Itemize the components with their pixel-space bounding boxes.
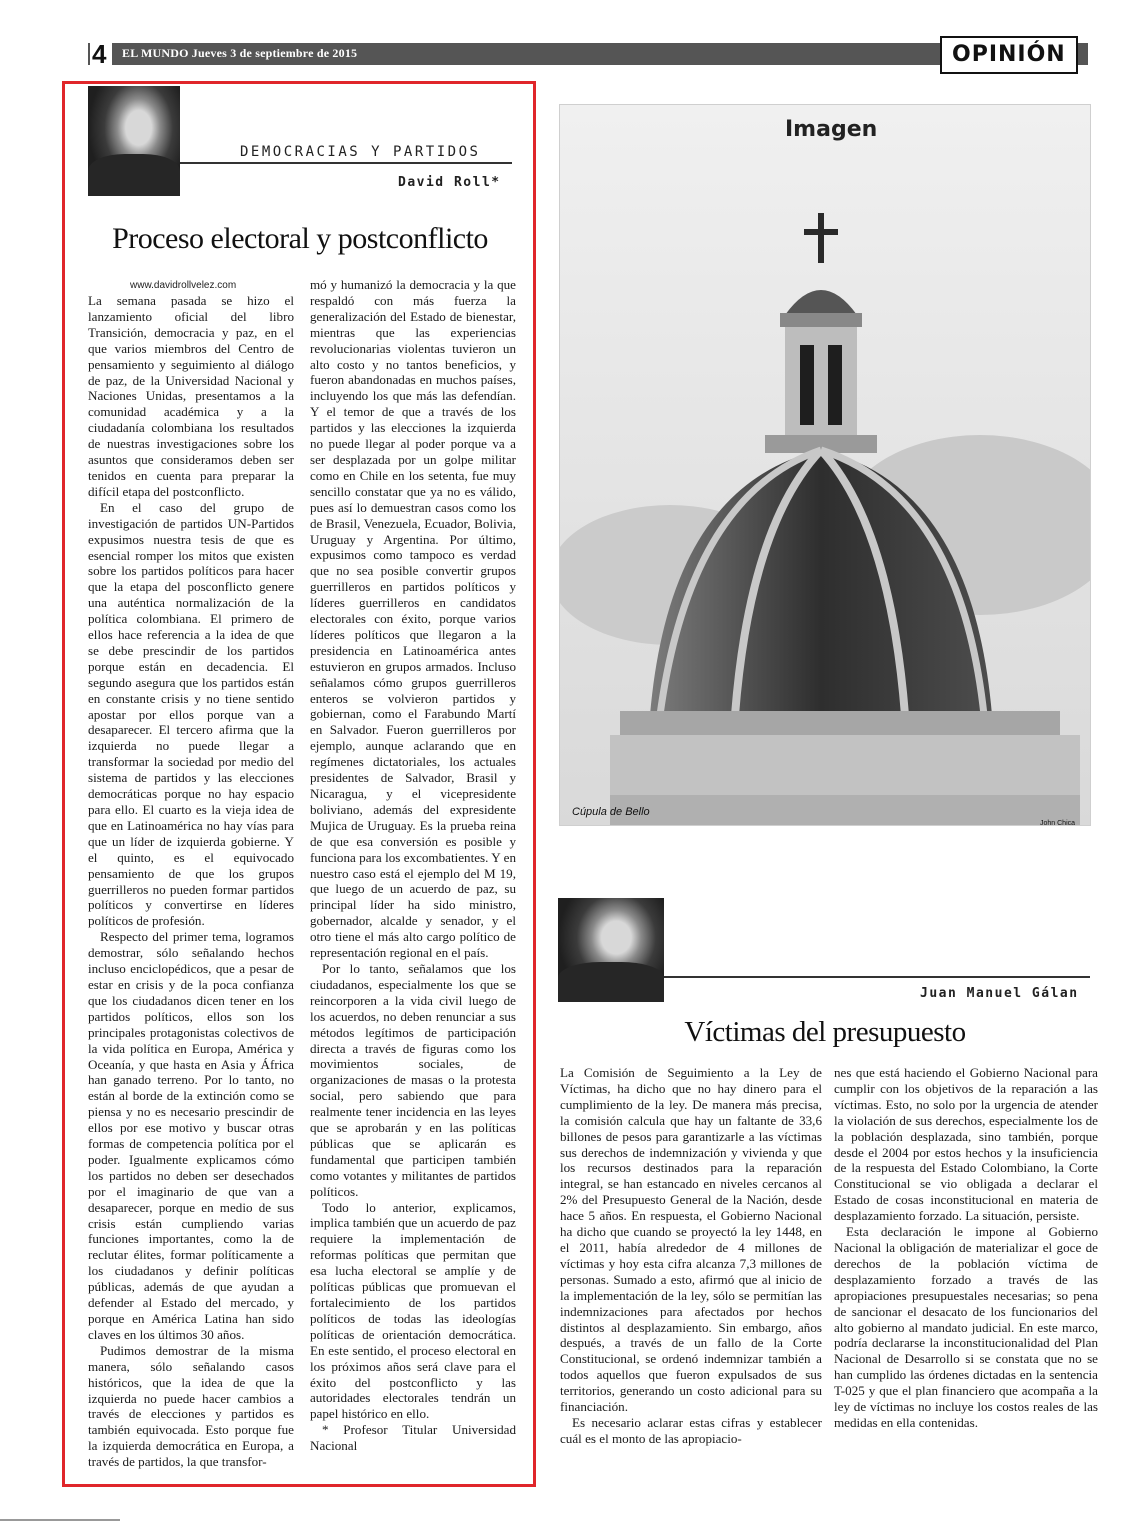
bottom-rule bbox=[0, 1519, 120, 1521]
photo-credit: John Chica bbox=[1040, 820, 1076, 827]
author-website: www.davidrollvelez.com bbox=[130, 280, 237, 291]
author-portrait bbox=[558, 898, 664, 1002]
photo-caption: Cúpula de Bello bbox=[572, 806, 650, 818]
article-column-1 bbox=[560, 1065, 822, 1447]
paragraph: En el caso del grupo de investigación de partidos UN-Partidos expusimos nuestra tesis de que es esencial romper los mitos que existen sobre los partidos políticos para hacer que la etapa del posconflicto genere una auténtica normalización de la política colombiana. El primero de ellos hace referencia a la idea de que se debe prescindir de los partidos porque están en decadencia. El segundo asegura que los partidos están en constante crisis y no tiene sentido apostar por ellos porque van a desaparecer. El tercero afirma que la izquierda no puede llegar a transformar la sociedad por medio del sistema de partidos y las elecciones democráticas porque no hay espacio para ello. El cuarto es la vieja idea de que en Latinoamérica no hay vías para que un líder de izquierda gobierne. Y el quinto, es el equivocado pensamiento de que los grupos guerrilleros no pueden formar partidos políticos y convertirse en líderes políticos de profesión. bbox=[88, 499, 294, 929]
paragraph: nes que está haciendo el Gobierno Nacional para cumplir con los objetivos de la reparación a las víctimas. Esto, no solo por la urgencia de atender la violación de sus derechos, especialmente los de la población desplazada, sino también, porque desde el 2004 por estos hechos y la insuficiencia de la respuesta del Estado Colombiano, la Corte Constitucional se vio obligada a declarar el Estado de cosas inconstitucional en materia de desplazamiento forzado. La situación, persiste. bbox=[834, 1065, 1098, 1224]
article-column-1 bbox=[88, 293, 294, 1470]
dome-photo bbox=[559, 104, 1091, 826]
author-portrait bbox=[88, 86, 180, 196]
paragraph: La Comisión de Seguimiento a la Ley de Víctimas, ha dicho que no hay dinero para el cumplimiento de la ley. De manera más precisa, la comisión calcula que hay un faltante de 33,6 billones de pesos para garantizarle a las víctimas sus derechos de indemnización y vivienda y que los recursos destinados para la reparación integral, se han estancado en niveles cercanos al 2% del Presupuesto General de la Nación, desde hace 5 años. En respuesta, el Gobierno Nacional ha dicho que cuando se proyectó la ley 1448, en el 2011, había alrededor de 4 millones de víctimas y hoy esta cifra alcanza 7,3 millones de personas. Sumado a esto, afirmó que al inicio de la implementación de la ley, sólo se permitían las indemnizaciones para afectados por hechos distintos al desplazamiento. Sin embargo, años después, a través de un fallo de la Corte Constitucional, se ordenó indemnizar también a todos aquellos que fueron expulsados de sus territorios, generando un costo adicional para su financiación. bbox=[560, 1065, 822, 1415]
page-number: 4 bbox=[90, 41, 112, 67]
article-column-2 bbox=[310, 277, 516, 1454]
paragraph: La semana pasada se hizo el lanzamiento oficial del libro Transición, democracia y paz, en el que varios miembros del Centro de pensamiento y seguimiento al diálogo de paz, de la Universidad Nacional y Naciones Unidas, presentamos a la comunidad académica y a la ciudadanía colombiana los resultados de nuestras investigaciones sobre los asuntos que consideramos deben ser tenidos en cuenta para preparar la difícil etapa del postconflicto. bbox=[88, 293, 294, 499]
paragraph: Todo lo anterior, explicamos, implica también que un acuerdo de paz requiere la implementación de reformas políticas que permitan que esa lucha electoral se amplíe y de políticas públicas que promuevan el fortalecimiento de los partidos políticos de todas las ideologías políticas de orientación democrática. En este sentido, el proceso electoral en los próximos años será clave para el éxito del postconflicto y las autoridades electorales tendrán un papel histórico en ello. bbox=[310, 1199, 516, 1422]
column-header-rule bbox=[180, 162, 512, 164]
column-header-rule bbox=[664, 976, 1090, 978]
paragraph: Pudimos demostrar de la misma manera, sólo señalando casos históricos, que la idea de que la izquierda no puede hacer cambios a través de elecciones y partidos es también equivocada. Esto porque fue la izquierda democrática en Europa, a través de partidos, la que transfor- bbox=[88, 1342, 294, 1470]
byline: Juan Manuel Gálan bbox=[920, 986, 1079, 1001]
publication-line: EL MUNDO Jueves 3 de septiembre de 2015 bbox=[122, 46, 358, 60]
article-headline: Proceso electoral y postconflicto bbox=[112, 222, 488, 255]
column-kicker: DEMOCRACIAS Y PARTIDOS bbox=[240, 144, 481, 160]
article-headline: Víctimas del presupuesto bbox=[684, 1016, 966, 1048]
dome-illustration bbox=[560, 105, 1090, 825]
paragraph: Esta declaración le impone al Gobierno Nacional la obligación de materializar el goce de derechos de la población víctima de desplazamiento forzado a través de las apropiaciones presupuestales necesarias; so pena de sancionar el desacato de los funcionarios del alto gobierno al mandato judicial. En este marco, podría declararse la inconstitucionalidad del Plan Nacional de Desarrollo si se constata que no se han cumplido las órdenes dictadas en la sentencia T-025 y que el plan financiero que acompaña a la ley de víctimas no incluye los costos reales de las medidas en ella contenidas. bbox=[834, 1224, 1098, 1430]
byline: David Roll* bbox=[398, 175, 501, 190]
author-footnote: * Profesor Titular Universidad Nacional bbox=[310, 1422, 516, 1454]
paragraph: Por lo tanto, señalamos que los ciudadanos, especialmente los que se reincorporen a la vida civil luego de los acuerdos, no deben renunciar a sus métodos legítimos de participación directa a través de figuras como los movimientos sociales, de organizaciones de masas o la protesta social, pero sabiendo que para realmente tener incidencia en las leyes que se aprobarán y en las políticas públicas que se aplicarán es fundamental que participen también como votantes y militantes de partidos políticos. bbox=[310, 960, 516, 1199]
paragraph: Es necesario aclarar estas cifras y establecer cuál es el monto de las apropiacio- bbox=[560, 1414, 822, 1446]
image-section-title: Imagen bbox=[785, 117, 878, 142]
paragraph: Respecto del primer tema, logramos demostrar, sólo señalando hechos incluso enciclopédicos, que a pesar de estar en crisis y de la poca confianza que los ciudadanos dicen tener en los partidos políticos, ellos son los principales protagonistas colectivos de la vida política en Europa, América y Oceanía, y que hasta en Asia y África han ganado terreno. Por lo tanto, no están al borde de la extinción como se piensa y no es necesario prescindir de ellos por ese motivo y buscar otras formas de competencia política por el poder. Igualmente explicamos cómo los partidos no deben ser desechados por el imaginario de que van a desaparecer, porque en medio de sus crisis están cumpliendo varias funciones importantes, como la de reclutar élites, formar políticamente a los ciudadanos y definir políticas públicas, además de que ayudan a defender al Estado del mercado, y porque en América Latina han sido claves en los últimos 30 años. bbox=[88, 929, 294, 1342]
article-column-2 bbox=[834, 1065, 1098, 1431]
paragraph: mó y humanizó la democracia y la que respaldó con más fuerza la generalización del Estado de bienestar, mientras que las experiencias revolucionarias violentas tuvieron un alto costo y no tantos beneficios, y fueron abandonadas en muchos países, incluyendo los que más las defendían. Y el temor de que a través de los partidos y las elecciones la izquierda no puede llegar al poder porque va a ser desplazada por un golpe militar como en Chile en los setenta, fue muy sencillo constatar que ya no es válido, pues así lo demuestran casos como los de Brasil, Venezuela, Ecuador, Bolivia, Uruguay y Argentina. Por último, expusimos como tampoco es verdad que no sea posible convertir grupos guerrilleros en partidos políticos y líderes guerrilleros en candidatos electorales con éxito, porque varios líderes políticos que llegaron a la presidencia en Latinoamérica antes estuvieron en grupos armados. Incluso señalamos cómo grupos guerrilleros enteros se volvieron partidos y gobiernan, como el Farabundo Martí en Salvador. Fueron guerrilleros por ejemplo, aunque aclarando que en regímenes dictatoriales, los actuales presidentes de Salvador, Brasil y Nicaragua, y el vicepresidente boliviano, además del expresidente Mujica de Uruguay. Es la prueba reina de que esa conversión es posible y funciona para los excombatientes. Y en nuestro caso está el ejemplo del M 19, que luego de un acuerdo de paz, su principal líder ha sido ministro, gobernador, alcalde y senador, y el otro tiene el más alto cargo político de representación regional en el país. bbox=[310, 277, 516, 961]
section-label: OPINIÓN bbox=[940, 36, 1078, 74]
